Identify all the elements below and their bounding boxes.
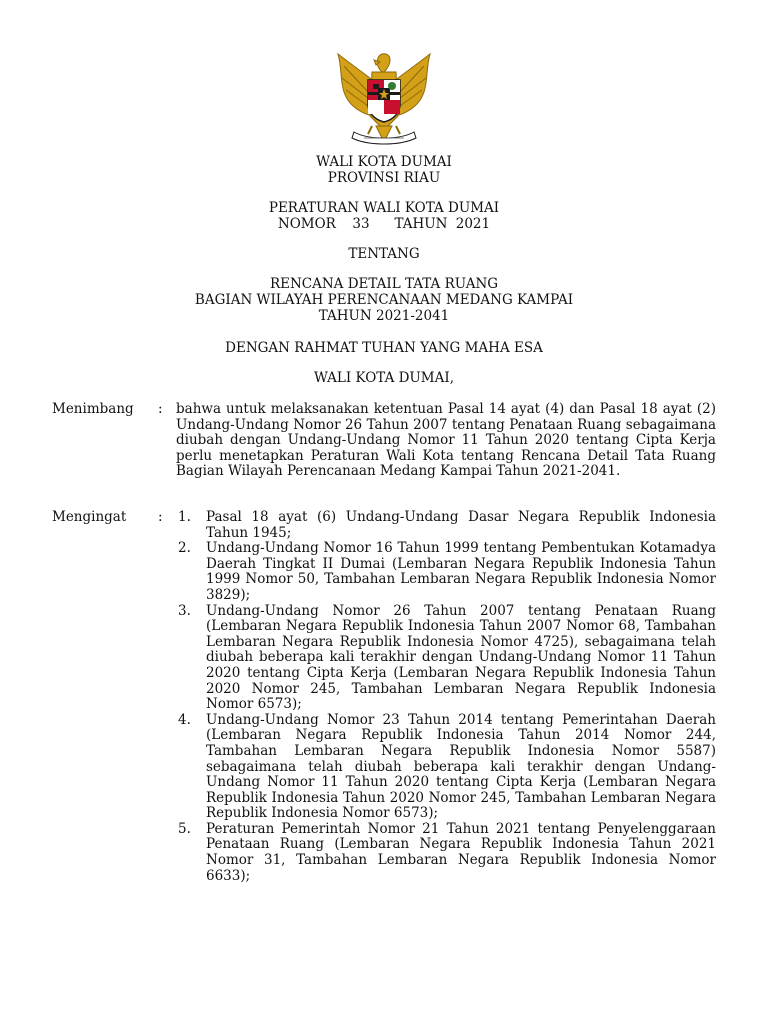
list-item-number: 1. bbox=[178, 509, 191, 525]
issuer-title: WALI KOTA DUMAI bbox=[316, 154, 452, 170]
regulation-number: NOMOR 33 TAHUN 2021 bbox=[277, 216, 491, 232]
list-item-text: Pasal 18 ayat (6) Undang-Undang Dasar Negara Republik Indonesia Tahun 1945; bbox=[206, 509, 716, 541]
list-item-text: Undang-Undang Nomor 16 Tahun 1999 tentang Pembentukan Kotamadya Daerah Tingkat II Dumai (Lembaran Negara Republik Indonesia Tahun 1999 Nomor 50, Tambahan Lembaran Negara Republik Indonesia Nomor 3829); bbox=[206, 540, 716, 603]
header-block-1 bbox=[0, 154, 768, 186]
authority-line: WALI KOTA DUMAI, bbox=[313, 370, 455, 386]
invocation: DENGAN RAHMAT TUHAN YANG MAHA ESA bbox=[225, 340, 543, 356]
province-title: PROVINSI RIAU bbox=[327, 170, 441, 186]
mengingat-label: Mengingat bbox=[52, 509, 127, 525]
mengingat-list bbox=[176, 510, 716, 884]
list-item bbox=[176, 541, 716, 603]
list-item-text: Undang-Undang Nomor 23 Tahun 2014 tentang Pemerintahan Daerah (Lembaran Negara Republik Indonesia Tahun 2014 Nomor 244, Tambahan Lembaran Negara Republik Indonesia Nomor 5587) sebagaimana telah diubah beberapa kali terakhir dengan Undang-Undang Nomor 11 Tahun 2020 tentang Cipta Kerja (Lembaran Negara Republik Indonesia Tahun 2020 Nomor 245, Tambahan Lembaran Negara Republik Indonesia Nomor 6573); bbox=[206, 711, 716, 822]
menimbang-label: Menimbang bbox=[52, 401, 134, 417]
subject-line-3: TAHUN 2021-2041 bbox=[318, 308, 450, 324]
header-block-2 bbox=[0, 200, 768, 232]
subject-line-1: RENCANA DETAIL TATA RUANG bbox=[269, 276, 499, 292]
garuda-emblem-icon bbox=[328, 46, 440, 150]
list-item bbox=[176, 713, 716, 822]
list-item-number: 3. bbox=[178, 602, 191, 619]
subject-block bbox=[0, 276, 768, 324]
menimbang-text: bahwa untuk melaksanakan ketentuan Pasal 14 ayat (4) dan Pasal 18 ayat (2) Undang-Undang Nomor 26 Tahun 2007 tentang Penataan Ruang sebagaimana diubah dengan Undang-Undang Nomor 11 Tahun 2020 tentang Cipta Kerja perlu menetapkan Peraturan Wali Kota tentang Rencana Detail Tata Ruang Bagian Wilayah Perencanaan Medang Kampai Tahun 2021-2041. bbox=[176, 401, 716, 480]
list-item-number: 4. bbox=[178, 711, 191, 728]
list-item-text: Peraturan Pemerintah Nomor 21 Tahun 2021 tentang Penyelenggaraan Penataan Ruang (Lembaran Negara Republik Indonesia Tahun 2021 Nomor 31, Tambahan Lembaran Negara Republik Indonesia Nomor 6633); bbox=[206, 820, 716, 884]
list-item bbox=[176, 510, 716, 541]
list-item-number: 5. bbox=[178, 820, 191, 837]
list-item bbox=[176, 822, 716, 884]
mengingat-colon: : bbox=[158, 509, 163, 525]
list-item-number: 2. bbox=[178, 540, 191, 557]
regulation-title: PERATURAN WALI KOTA DUMAI bbox=[268, 200, 500, 216]
list-item bbox=[176, 604, 716, 713]
menimbang-colon: : bbox=[158, 401, 163, 417]
subject-line-2: BAGIAN WILAYAH PERENCANAAN MEDANG KAMPAI bbox=[194, 292, 574, 308]
list-item-text: Undang-Undang Nomor 26 Tahun 2007 tentang Penataan Ruang (Lembaran Negara Republik Indonesia Tahun 2007 Nomor 68, Tambahan Lembaran Negara Republik Indonesia Nomor 4725), sebagaimana telah diubah beberapa kali terakhir dengan Undang-Undang Nomor 11 Tahun 2020 tentang Cipta Kerja (Lembaran Negara Republik Indonesia Tahun 2020 Nomor 245, Tambahan Lembaran Negara Republik Indonesia Nomor 6573); bbox=[206, 602, 716, 713]
tentang-label: TENTANG bbox=[348, 246, 420, 262]
